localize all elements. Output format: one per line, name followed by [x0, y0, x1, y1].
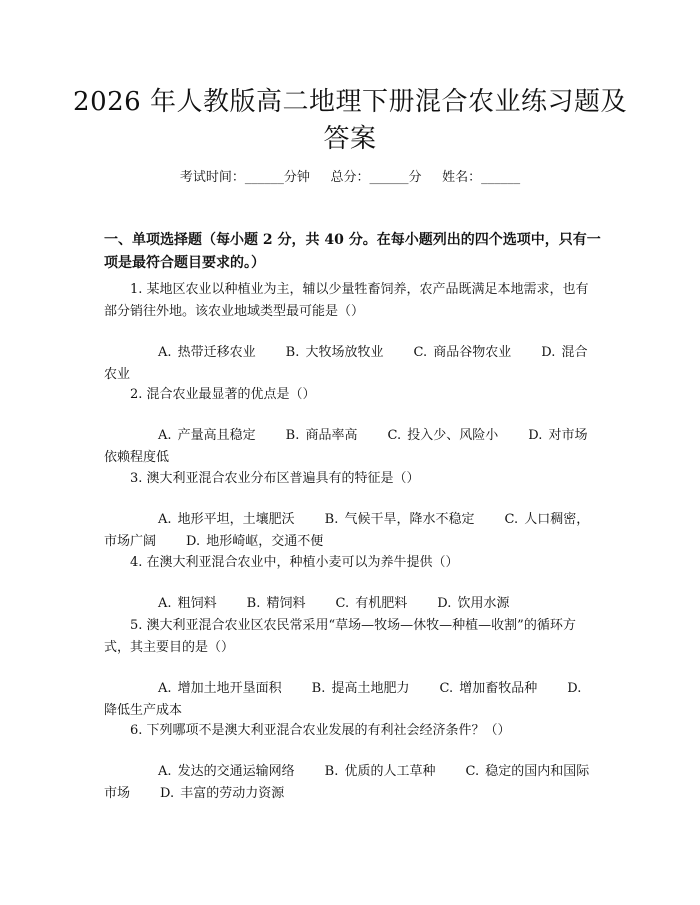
question-options	[104, 425, 594, 469]
question-stem: 3. 澳大利亚混合农业分布区普遍具有的特征是（）	[130, 471, 420, 486]
option-c: C. 商品谷物农业	[413, 345, 512, 360]
question-5	[104, 615, 594, 722]
question-stem: 5. 澳大利亚混合农业区农民常采用“草场—牧场—休牧—种植—收割”的循环方式，其主要目的是（）	[104, 618, 576, 655]
question-4	[104, 552, 594, 615]
option-b: B. 大牧场放牧业	[285, 345, 384, 360]
option-b: B. 商品率高	[285, 428, 358, 443]
exam-info-line: 考试时间：______分钟 总分：______分 姓名：______	[179, 170, 521, 185]
question-stem: 4. 在澳大利亚混合农业中，种植小麦可以为养牛提供（）	[130, 555, 459, 570]
option-d: D. 饮用水源	[437, 596, 510, 611]
option-b: B. 提高土地肥力	[311, 681, 410, 696]
option-d: D. 地形崎岖，交通不便	[186, 534, 324, 549]
option-a: A. 热带迁移农业	[158, 345, 256, 360]
question-stem: 1. 某地区农业以种植业为主，辅以少量牲畜饲养，农产品既满足本地需求，也有部分销往外地。该农业地域类型最可能是（）	[104, 282, 589, 319]
question-3	[104, 468, 594, 553]
question-6	[104, 720, 594, 805]
option-c: C. 投入少、风险小	[387, 428, 499, 443]
question-options	[104, 509, 594, 553]
option-c: C. 稳定的国内和国际市场	[104, 764, 590, 801]
question-options	[104, 593, 594, 615]
option-b: B. 优质的人工草种	[324, 764, 436, 779]
option-b: B. 气候干旱，降水不稳定	[324, 512, 475, 527]
option-d: D. 混合农业	[104, 345, 588, 382]
option-d: D. 降低生产成本	[104, 681, 582, 718]
option-a: A. 粗饲料	[158, 596, 217, 611]
option-c: C. 有机肥料	[335, 596, 408, 611]
option-d: D. 丰富的劳动力资源	[160, 786, 285, 801]
option-a: A. 地形平坦，土壤肥沃	[158, 512, 295, 527]
option-a: A. 产量高且稳定	[158, 428, 256, 443]
option-d: D. 对市场依赖程度低	[104, 428, 588, 465]
document-title: 2026 年人教版高二地理下册混合农业练习题及答案	[73, 87, 627, 154]
question-options	[104, 342, 594, 386]
question-options	[104, 761, 594, 805]
option-a: A. 发达的交通运输网络	[158, 764, 295, 779]
question-1	[104, 279, 594, 386]
option-c: C. 增加畜牧品种	[439, 681, 538, 696]
question-stem: 2. 混合农业最显著的优点是（）	[130, 387, 316, 402]
question-stem: 6. 下列哪项不是澳大利亚混合农业发展的有利社会经济条件？（）	[130, 723, 511, 738]
option-c: C. 人口稠密，市场广阔	[104, 512, 590, 549]
option-b: B. 精饲料	[246, 596, 306, 611]
question-2	[104, 384, 594, 469]
section-heading: 一、单项选择题（每小题 2 分，共 40 分。在每小题列出的四个选项中，只有一项是最符合题目要求的。）	[104, 232, 601, 271]
option-a: A. 增加土地开垦面积	[158, 681, 282, 696]
question-options	[104, 678, 594, 722]
